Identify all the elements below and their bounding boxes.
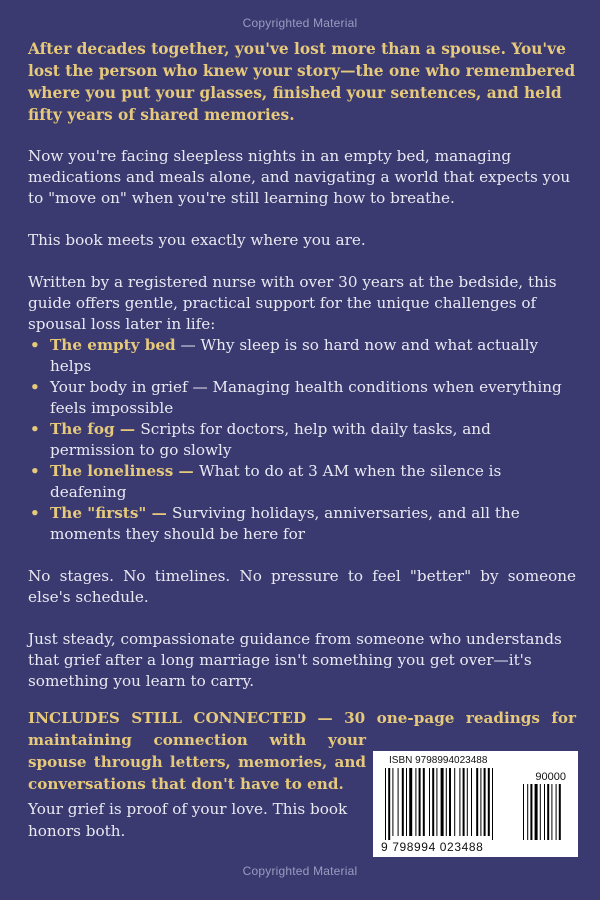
barcode-bar	[471, 768, 472, 836]
includes-line: spouse through letters, memories, and	[28, 753, 366, 771]
barcode-bar	[446, 768, 447, 836]
list-item	[28, 461, 576, 503]
barcode-bar	[423, 768, 425, 836]
bullet-title: The "firsts" —	[50, 504, 173, 522]
barcode-bar	[449, 768, 451, 836]
barcode-bar	[467, 768, 468, 836]
back-cover-text	[28, 38, 576, 713]
list-item	[28, 377, 576, 419]
barcode-bar	[419, 768, 421, 836]
watermark-top: Copyrighted Material	[242, 16, 358, 30]
paragraph-author: Written by a registered nurse with over 30 years at the bedside, this guide offers gentle, practical support for the unique challenges of spousal loss later in life:	[28, 273, 557, 333]
barcode-bar	[402, 768, 404, 836]
barcode-bar	[535, 784, 538, 840]
closing-paragraph: Your grief is proof of your love. This book honors both.	[28, 800, 348, 840]
barcode-bar	[415, 768, 416, 836]
barcode-bar	[454, 768, 455, 836]
bullet-text: Scripts for doctors, help with daily tasks, and permission to go slowly	[50, 420, 491, 459]
barcode-bar	[463, 768, 465, 836]
barcode-icon	[383, 768, 571, 840]
barcode-bar	[459, 768, 460, 836]
list-item	[28, 335, 576, 377]
barcode-bar	[556, 784, 557, 840]
paragraph-no-stages: No stages. No timelines. No pressure to feel "better" by someone else's schedule.	[28, 567, 576, 606]
intro-paragraph: After decades together, you've lost more than a spouse. You've lost the person who knew your story—the one who remembered where you put your glasses, finished your sentences, and held fifty years of shared memories.	[28, 40, 576, 124]
isbn-label: ISBN 9798994023488	[389, 755, 488, 766]
barcode-bar	[559, 784, 561, 840]
bullet-text: Surviving holidays, anniversaries, and all the moments they should be here for	[50, 504, 520, 543]
barcode-bar	[523, 784, 524, 840]
barcode-bar	[441, 768, 444, 836]
includes-line: conversations that don't have to end.	[28, 775, 344, 793]
watermark-bottom: Copyrighted Material	[242, 864, 358, 878]
paragraph-meets-you: This book meets you exactly where you are.	[28, 231, 366, 249]
bullet-title: The fog —	[50, 420, 141, 438]
paragraph-steady-guidance: Just steady, compassionate guidance from someone who understands that grief after a long marriage isn't something you get over—it's something you learn to carry.	[28, 630, 562, 690]
barcode-bar	[429, 768, 430, 836]
bullet-title: The empty bed	[50, 336, 176, 354]
includes-line: maintaining connection with your	[28, 731, 366, 749]
barcode-bar	[409, 768, 412, 836]
barcode-bar	[484, 768, 486, 836]
barcode-bar	[406, 768, 407, 836]
feature-list	[28, 335, 576, 545]
isbn-barcode	[373, 751, 578, 857]
barcode-bar	[398, 768, 399, 836]
bullet-title: The loneliness —	[50, 462, 200, 480]
barcode-bar	[388, 768, 390, 840]
barcode-bar	[551, 784, 552, 840]
barcode-bar	[392, 768, 393, 836]
barcode-bar	[432, 768, 434, 836]
barcode-bar	[547, 784, 549, 840]
bullet-text: What to do at 3 AM when the silence is deafening	[50, 462, 502, 501]
barcode-bar	[544, 784, 545, 840]
isbn-digits: 9 798994 023488	[381, 840, 484, 854]
barcode-bar	[480, 768, 481, 836]
barcode-bar	[436, 768, 437, 836]
barcode-bar	[540, 784, 541, 840]
paragraph-sleepless: Now you're facing sleepless nights in an empty bed, managing medications and meals alone, and navigating a world that expects you to "move on" when you're still learning how to breathe.	[28, 147, 571, 207]
price-code: 90000	[535, 771, 566, 783]
includes-line: INCLUDES STILL CONNECTED — 30 one-page readings for	[28, 709, 576, 727]
barcode-bar	[530, 784, 532, 840]
bullet-text: Your body in grief — Managing health conditions when everything feels impossible	[50, 378, 562, 417]
barcode-bar	[385, 768, 386, 840]
bullet-text: — Why sleep is so hard now and what actually helps	[50, 336, 539, 375]
barcode-bar	[476, 768, 478, 836]
barcode-bar	[527, 784, 528, 840]
list-item	[28, 503, 576, 545]
barcode-bar	[488, 768, 490, 836]
list-item	[28, 419, 576, 461]
barcode-bar	[492, 768, 493, 840]
